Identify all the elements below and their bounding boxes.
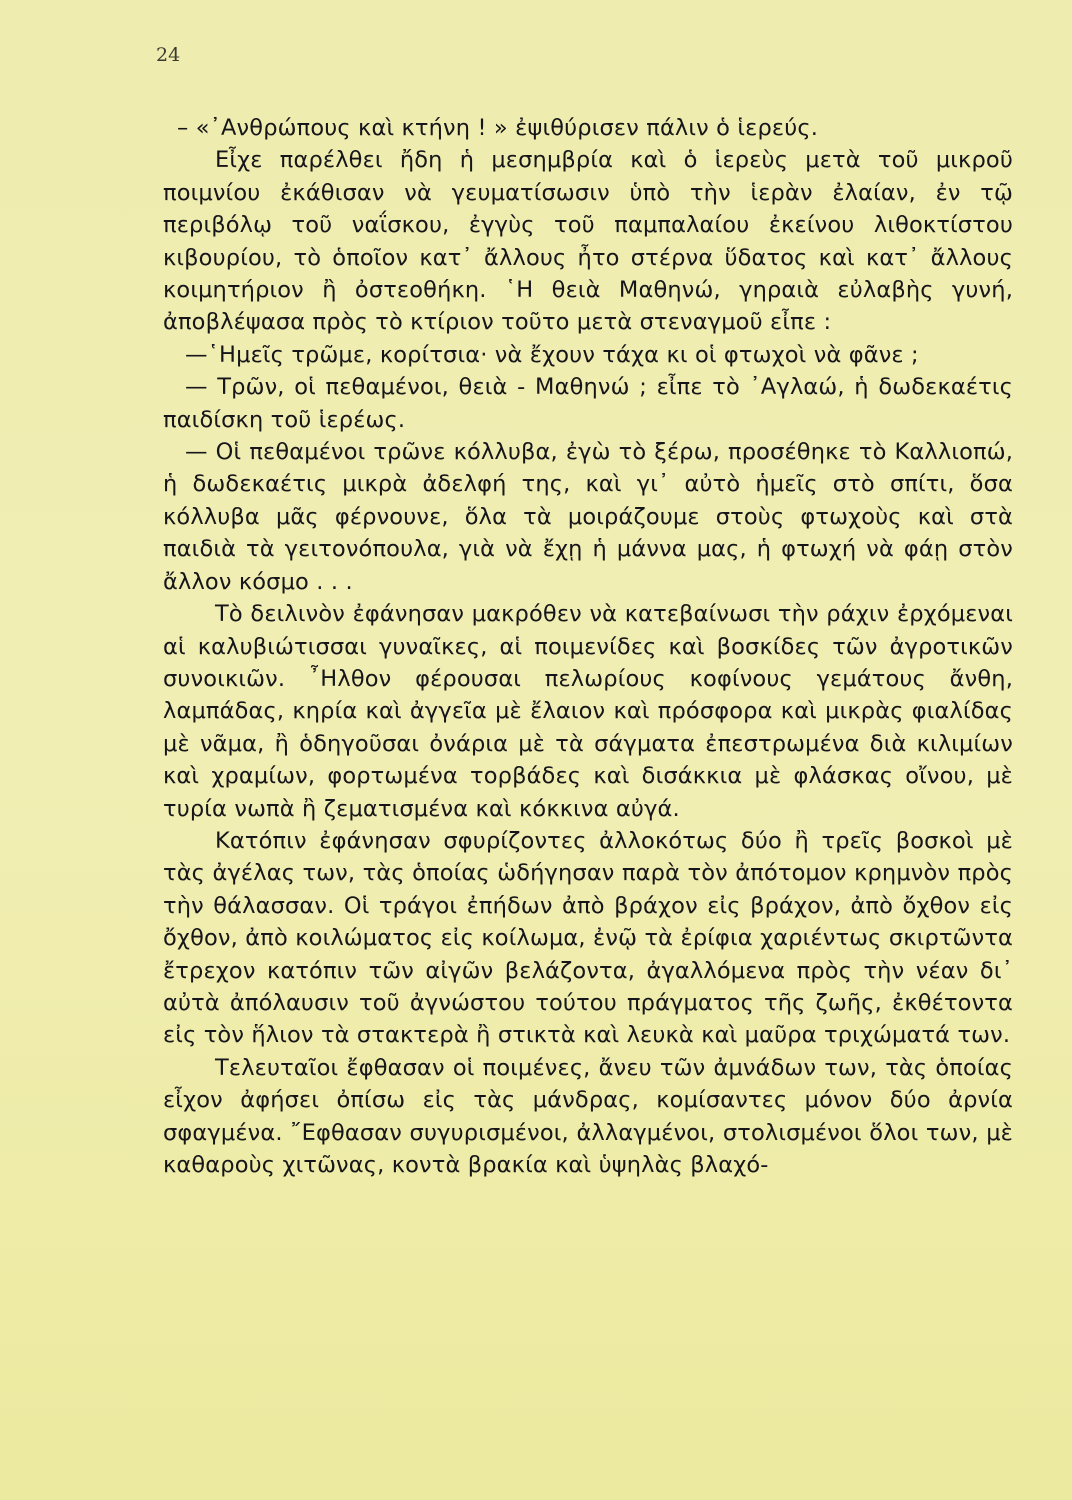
paragraph: —῾Ημεῖς τρῶμε, κορίτσια· νὰ ἔχουν τάχα κι οἱ φτωχοὶ νὰ φᾶνε ; bbox=[185, 341, 919, 368]
paragraph: Τὸ δειλινὸν ἐφάνησαν μακρόθεν νὰ κατεβαίνωσι τὴν ράχιν ἐρχόμεναι αἱ καλυβιώτισσαι γυναῖκες, αἱ ποιμενίδες καὶ βοσκίδες τῶν ἀγροτικῶν συνοικιῶν. ῏Ηλθον φέρουσαι πελωρίους κοφίνους γεμάτους ἄνθη, λαμπάδας, κηρία καὶ ἀγγεῖα μὲ ἔλαιον καὶ πρόσφορα καὶ μικρὰς φιαλίδας μὲ νᾶμα, ἢ ὁδηγοῦσαι ὀνάρια μὲ τὰ σάγματα ἐπεστρωμένα διὰ κιλιμίων καὶ χραμίων, φορτωμένα τορβάδες καὶ δισάκκια μὲ φλάσκας οἴνου, μὲ τυρία νωπὰ ἢ ζεματισμένα καὶ κόκκινα αὐγά. bbox=[163, 601, 1013, 822]
paragraph: — Οἱ πεθαμένοι τρῶνε κόλλυβα, ἐγὼ τὸ ξέρω, προσέθηκε τὸ Καλλιοπώ, ἡ δωδεκαέτις μικρὰ ἀδελφή της, καὶ γι᾿ αὐτὸ ἡμεῖς στὸ σπίτι, ὅσα κόλλυβα μᾶς φέρνουνε, ὅλα τὰ μοιράζουμε στοὺς φτωχοὺς καὶ στὰ παιδιὰ τὰ γειτονόπουλα, γιὰ νὰ ἔχῃ ἡ μάννα μας, ἡ φτωχή νὰ φάῃ στὸν ἄλλον κόσμο . . . bbox=[163, 439, 1013, 595]
page-number: 24 bbox=[156, 44, 181, 66]
body-text bbox=[163, 112, 1013, 1181]
paragraph: Κατόπιν ἐφάνησαν σφυρίζοντες ἀλλοκότως δύο ἢ τρεῖς βοσκοὶ μὲ τὰς ἀγέλας των, τὰς ὁποίας ὡδήγησαν παρὰ τὸν ἀπότομον κρημνὸν πρὸς τὴν θάλασσαν. Οἱ τράγοι ἐπήδων ἀπὸ βράχον εἰς βράχον, ἀπὸ ὄχθον εἰς ὄχθον, ἀπὸ κοιλώματος εἰς κοίλωμα, ἐνῷ τὰ ἐρίφια χαριέντως σκιρτῶντα ἔτρεχον κατόπιν τῶν αἰγῶν βελάζοντα, ἀγαλλόμενα πρὸς τὴν νέαν δι᾿ αὐτὰ ἀπόλαυσιν τοῦ ἀγνώστου τούτου πράγματος τῆς ζωῆς, ἐκθέτοντα εἰς τὸν ἥλιον τὰ στακτερὰ ἢ στικτὰ καὶ λευκὰ καὶ μαῦρα τριχώματά των. bbox=[163, 827, 1013, 1049]
paragraph: Τελευταῖοι ἔφθασαν οἱ ποιμένες, ἄνευ τῶν ἀμνάδων των, τὰς ὁποίας εἶχον ἀφήσει ὀπίσω εἰς τὰς μάνδρας, κομίσαντες μόνον δύο ἀρνία σφαγμένα. ῎Εφθασαν συγυρισμένοι, ἀλλαγμένοι, στολισμένοι ὅλοι των, μὲ καθαροὺς χιτῶνας, κοντὰ βρακία καὶ ὑψηλὰς βλαχό- bbox=[163, 1054, 1013, 1178]
paragraph: — Τρῶν, οἱ πεθαμένοι, θειὰ - Μαθηνώ ; εἶπε τὸ ᾿Αγλαώ, ἡ δωδεκαέτις παιδίσκη τοῦ ἱερέως. bbox=[163, 374, 1013, 433]
paragraph: Εἶχε παρέλθει ἤδη ἡ μεσημβρία καὶ ὁ ἱερεὺς μετὰ τοῦ μικροῦ ποιμνίου ἐκάθισαν νὰ γευματίσωσιν ὑπὸ τὴν ἱερὰν ἐλαίαν, ἐν τῷ περιβόλῳ τοῦ ναΐσκου, ἐγγὺς τοῦ παμπαλαίου ἐκείνου λιθοκτίστου κιβουρίου, τὸ ὁποῖον κατ᾿ ἄλλους ἦτο στέρνα ὕδατος καὶ κατ᾿ ἄλλους κοιμητήριον ἢ ὀστεοθήκη. ῾Η θειὰ Μαθηνώ, γηραιὰ εὐλαβὴς γυνή, ἀποβλέψασα πρὸς τὸ κτίριον τοῦτο μετὰ στεναγμοῦ εἶπε : bbox=[163, 147, 1013, 336]
paragraph: – «᾿Ανθρώπους καὶ κτήνη ! » ἐψιθύρισεν πάλιν ὁ ἱερεύς. bbox=[177, 115, 819, 141]
